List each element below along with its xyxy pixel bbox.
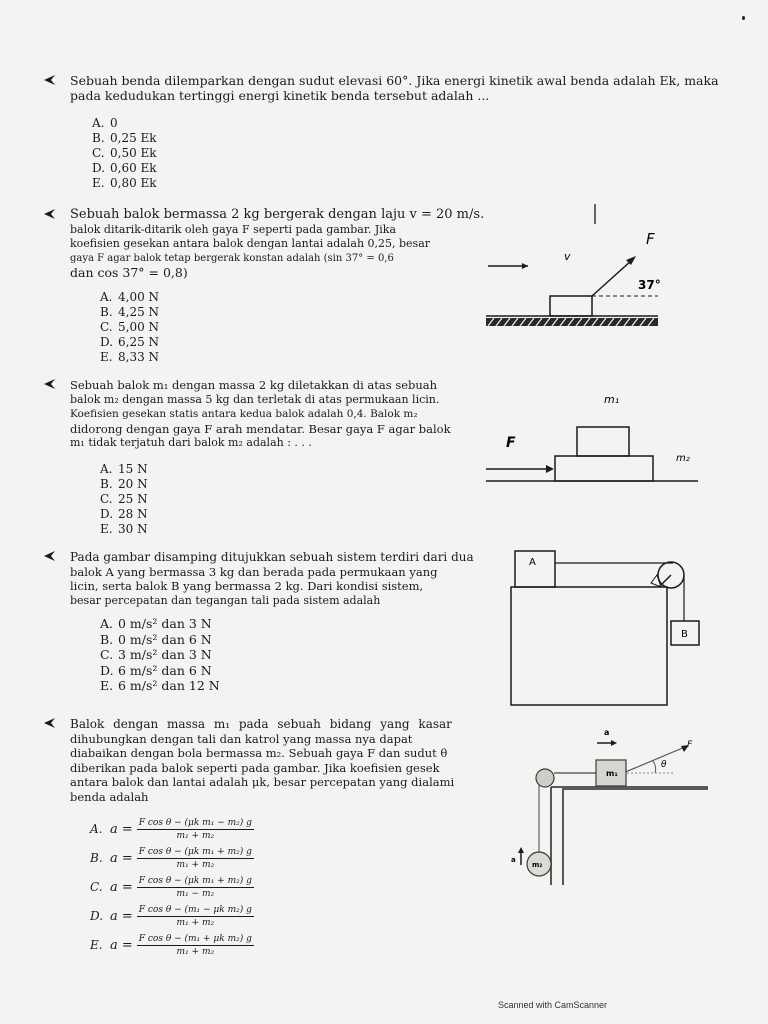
option[interactable]: B. 20 N bbox=[100, 477, 148, 491]
option[interactable]: E. 6 m/s² dan 12 N bbox=[100, 678, 220, 693]
velocity-label: v bbox=[564, 250, 571, 263]
question-2-line: balok ditarik-ditarik oleh gaya F seperti pada gambar. Jika bbox=[70, 222, 397, 236]
formula-option[interactable]: B. a = $\frac{\text{F cos θ − (μk m₁ + m₂) g}}{\text{m₁ + m₂}}$ bbox=[90, 847, 252, 870]
question-2-line: koefisien gesekan antara balok dengan lantai adalah 0,25, besar bbox=[70, 237, 431, 250]
question-4-line: Pada gambar disamping ditujukkan sebuah sistem terdiri dari dua bbox=[70, 550, 474, 564]
question-5-line: diberikan pada balok seperti pada gambar. Jika koefisien gesek bbox=[70, 760, 440, 775]
m1-label: m₁ bbox=[606, 769, 618, 778]
question-4-line: besar percepatan dan tegangan tali pada sistem adalah bbox=[70, 593, 381, 607]
force-label: F bbox=[687, 740, 693, 750]
formula-option[interactable]: D. a = $\frac{\text{F cos θ − (m₁ − μk m₂) g}}{\text{m₁ + m₂}}$ bbox=[90, 905, 252, 928]
question-5-line: Balok dengan massa m₁ pada sebuah bidang yang kasar bbox=[70, 717, 452, 731]
option[interactable]: A. 4,00 N bbox=[100, 290, 160, 304]
formula-option[interactable]: E. a = $\frac{\text{F cos θ − (m₁ + μk m₂) g}}{\text{m₁ + m₂}}$ bbox=[90, 934, 252, 957]
block-b-label: B bbox=[681, 629, 688, 640]
figure-q3-stacked-blocks bbox=[480, 385, 700, 495]
option[interactable]: C. 5,00 N bbox=[100, 320, 160, 334]
option[interactable]: C. 0,50 Ek bbox=[92, 146, 157, 160]
question-3-line: didorong dengan gaya F arah mendatar. Besar gaya F agar balok bbox=[70, 421, 451, 436]
option[interactable]: D. 6,25 N bbox=[100, 335, 160, 349]
formula-option[interactable]: C. a = $\frac{\text{F cos θ − (μk m₁ + m₂) g}}{\text{m₁ − m₂}}$ bbox=[90, 876, 252, 899]
block-a-label: A bbox=[529, 557, 536, 568]
arrow-bullet-icon bbox=[44, 379, 56, 389]
block-m2 bbox=[555, 456, 653, 481]
question-2-line: dan cos 37° = 0,8) bbox=[70, 265, 188, 280]
question-1-line: Sebuah benda dilemparkan dengan sudut elevasi 60°. Jika energi kinetik awal benda adalah Ek, maka bbox=[70, 73, 719, 88]
speck bbox=[742, 16, 745, 20]
option[interactable]: D. 0,60 Ek bbox=[92, 161, 157, 175]
option[interactable]: A. 0 m/s² dan 3 N bbox=[100, 616, 212, 631]
question-2-options bbox=[100, 290, 159, 365]
accel-label-ball: a bbox=[511, 856, 516, 864]
option[interactable]: A. 15 N bbox=[100, 462, 148, 476]
footer-watermark: Scanned with CamScanner bbox=[498, 1000, 608, 1010]
option[interactable]: B. 0,25 Ek bbox=[92, 131, 157, 145]
figure-q2-block-pulled bbox=[480, 200, 680, 340]
question-1-options bbox=[92, 116, 157, 191]
table bbox=[511, 587, 667, 705]
option[interactable]: E. 8,33 N bbox=[100, 350, 160, 364]
option[interactable]: B. 4,25 N bbox=[100, 305, 160, 319]
question-1-line: pada kedudukan tertinggi energi kinetik benda tersebut adalah ... bbox=[70, 87, 490, 103]
arrow-bullet-icon bbox=[44, 718, 56, 728]
pulley bbox=[536, 769, 554, 787]
force-label: F bbox=[646, 230, 655, 248]
question-4-options bbox=[100, 616, 220, 694]
question-5-line: diabaikan dengan bola bermassa m₂. Sebuah gaya F dan sudut θ bbox=[70, 746, 448, 760]
formula-option[interactable]: A. a = $\frac{\text{F cos θ − (μk m₁ − m₂) g}}{\text{m₁ + m₂}}$ bbox=[90, 818, 252, 841]
figure-q5-block-and-ball bbox=[505, 725, 715, 885]
option[interactable]: C. 3 m/s² dan 3 N bbox=[100, 647, 212, 662]
figure-q4-pulley-system bbox=[505, 545, 715, 710]
question-5-line: dihubungkan dengan tali dan katrol yang massa nya dapat bbox=[70, 731, 413, 746]
question-4-line: licin, serta balok B yang bermassa 2 kg. Dari kondisi sistem, bbox=[70, 579, 424, 593]
question-4-line: balok A yang bermassa 3 kg dan berada pada permukaan yang bbox=[70, 564, 438, 579]
question-3-options bbox=[100, 462, 148, 537]
angle-label: θ bbox=[661, 760, 667, 770]
question-2-line: gaya F agar balok tetap bergerak konstan adalah (sin 37° = 0,6 bbox=[70, 252, 394, 264]
block bbox=[550, 296, 592, 316]
option[interactable]: E. 0,80 Ek bbox=[92, 176, 157, 190]
question-5-line: benda adalah bbox=[70, 789, 149, 804]
question-3-line: m₁ tidak terjatuh dari balok m₂ adalah : . . . bbox=[70, 436, 312, 449]
option[interactable]: E. 30 N bbox=[100, 522, 148, 536]
block-m1 bbox=[577, 427, 629, 456]
m2-label: m₂ bbox=[676, 453, 690, 464]
arrow-bullet-icon bbox=[44, 209, 56, 219]
arrow-bullet-icon bbox=[44, 75, 56, 85]
option[interactable]: C. 25 N bbox=[100, 492, 148, 506]
question-2-line: Sebuah balok bermassa 2 kg bergerak dengan laju v = 20 m/s. bbox=[70, 207, 485, 222]
force-label: F bbox=[506, 435, 516, 451]
m1-label: m₁ bbox=[604, 393, 620, 406]
question-5-line: antara balok dan lantai adalah μk, besar percepatan yang dialami bbox=[70, 775, 455, 789]
question-3-line: Sebuah balok m₁ dengan massa 2 kg diletakkan di atas sebuah bbox=[70, 378, 438, 392]
question-3-line: balok m₂ dengan massa 5 kg dan terletak di atas permukaan licin. bbox=[70, 392, 440, 406]
option[interactable]: B. 0 m/s² dan 6 N bbox=[100, 631, 212, 647]
option[interactable]: D. 6 m/s² dan 6 N bbox=[100, 662, 212, 678]
arrow-bullet-icon bbox=[44, 551, 56, 561]
question-3-line: Koefisien gesekan statis antara kedua balok adalah 0,4. Balok m₂ bbox=[70, 408, 418, 420]
accel-label: a bbox=[604, 728, 610, 737]
angle-label: 37° bbox=[638, 278, 661, 292]
m2-label: m₂ bbox=[532, 861, 543, 869]
option[interactable]: A. 0 bbox=[92, 116, 118, 130]
option[interactable]: D. 28 N bbox=[100, 507, 148, 521]
